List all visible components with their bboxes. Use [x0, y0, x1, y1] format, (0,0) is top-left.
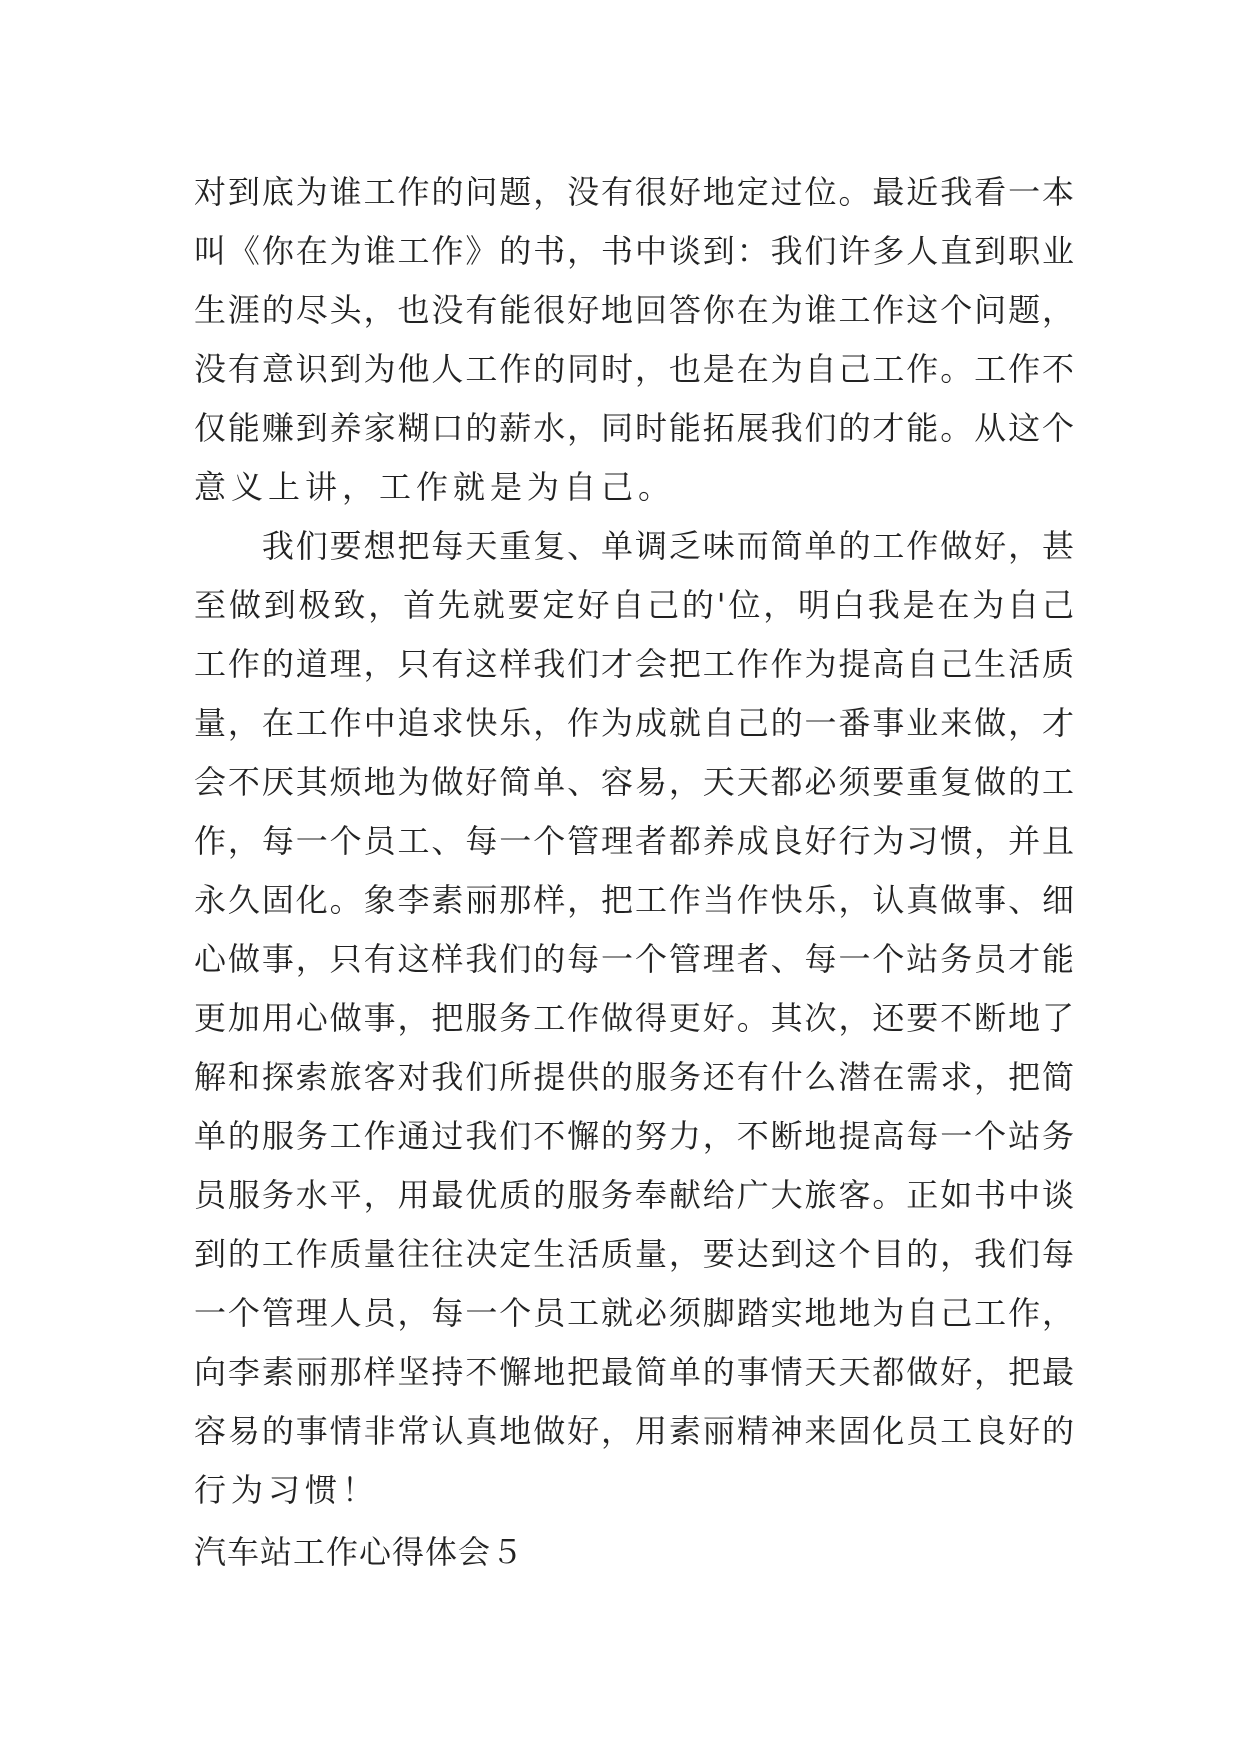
- text-line: 生涯的尽头，也没有能很好地回答你在为谁工作这个问题，: [194, 291, 1074, 329]
- text-line: 对到底为谁工作的问题，没有很好地定过位。最近我看一本: [194, 173, 1074, 211]
- paragraph-2: [194, 517, 1074, 1520]
- text-line: 意义上讲，工作就是为自己。: [194, 468, 676, 506]
- text-line: 更加用心做事，把服务工作做得更好。其次，还要不断地了: [194, 999, 1074, 1037]
- section-heading: 汽车站工作心得体会５: [194, 1533, 525, 1571]
- text-line: 没有意识到为他人工作的同时，也是在为自己工作。工作不: [194, 350, 1074, 388]
- text-line: 会不厌其烦地为做好简单、容易，天天都必须要重复做的工: [194, 763, 1074, 801]
- text-line: 到的工作质量往往决定生活质量，要达到这个目的，我们每: [194, 1235, 1074, 1273]
- text-line: 仅能赚到养家糊口的薪水，同时能拓展我们的才能。从这个: [194, 409, 1074, 447]
- paragraph-1: [194, 163, 1074, 517]
- text-line: 员服务水平，用最优质的服务奉献给广大旅客。正如书中谈: [194, 1176, 1074, 1214]
- text-line: 叫《你在为谁工作》的书，书中谈到：我们许多人直到职业: [194, 232, 1074, 270]
- text-line: 一个管理人员，每一个员工就必须脚踏实地地为自己工作，: [194, 1294, 1074, 1332]
- text-line: 工作的道理，只有这样我们才会把工作作为提高自己生活质: [194, 645, 1074, 683]
- text-line: 作，每一个员工、每一个管理者都养成良好行为习惯，并且: [194, 822, 1074, 860]
- document-body: [194, 163, 1074, 1582]
- text-line: 我们要想把每天重复、单调乏味而简单的工作做好，甚: [194, 527, 1074, 565]
- text-line: 向李素丽那样坚持不懈地把最简单的事情天天都做好，把最: [194, 1353, 1074, 1391]
- text-line: 解和探索旅客对我们所提供的服务还有什么潜在需求，把简: [194, 1058, 1074, 1096]
- text-line: 单的服务工作通过我们不懈的努力，不断地提高每一个站务: [194, 1117, 1074, 1155]
- text-line: 心做事，只有这样我们的每一个管理者、每一个站务员才能: [194, 940, 1074, 978]
- text-line: 行为习惯！: [194, 1471, 380, 1509]
- text-line: 永久固化。象李素丽那样，把工作当作快乐，认真做事、细: [194, 881, 1074, 919]
- text-line: 量，在工作中追求快乐，作为成就自己的一番事业来做，才: [194, 704, 1074, 742]
- text-line: 至做到极致，首先就要定好自己的'位，明白我是在为自己: [194, 586, 1074, 624]
- text-line: 容易的事情非常认真地做好，用素丽精神来固化员工良好的: [194, 1412, 1074, 1450]
